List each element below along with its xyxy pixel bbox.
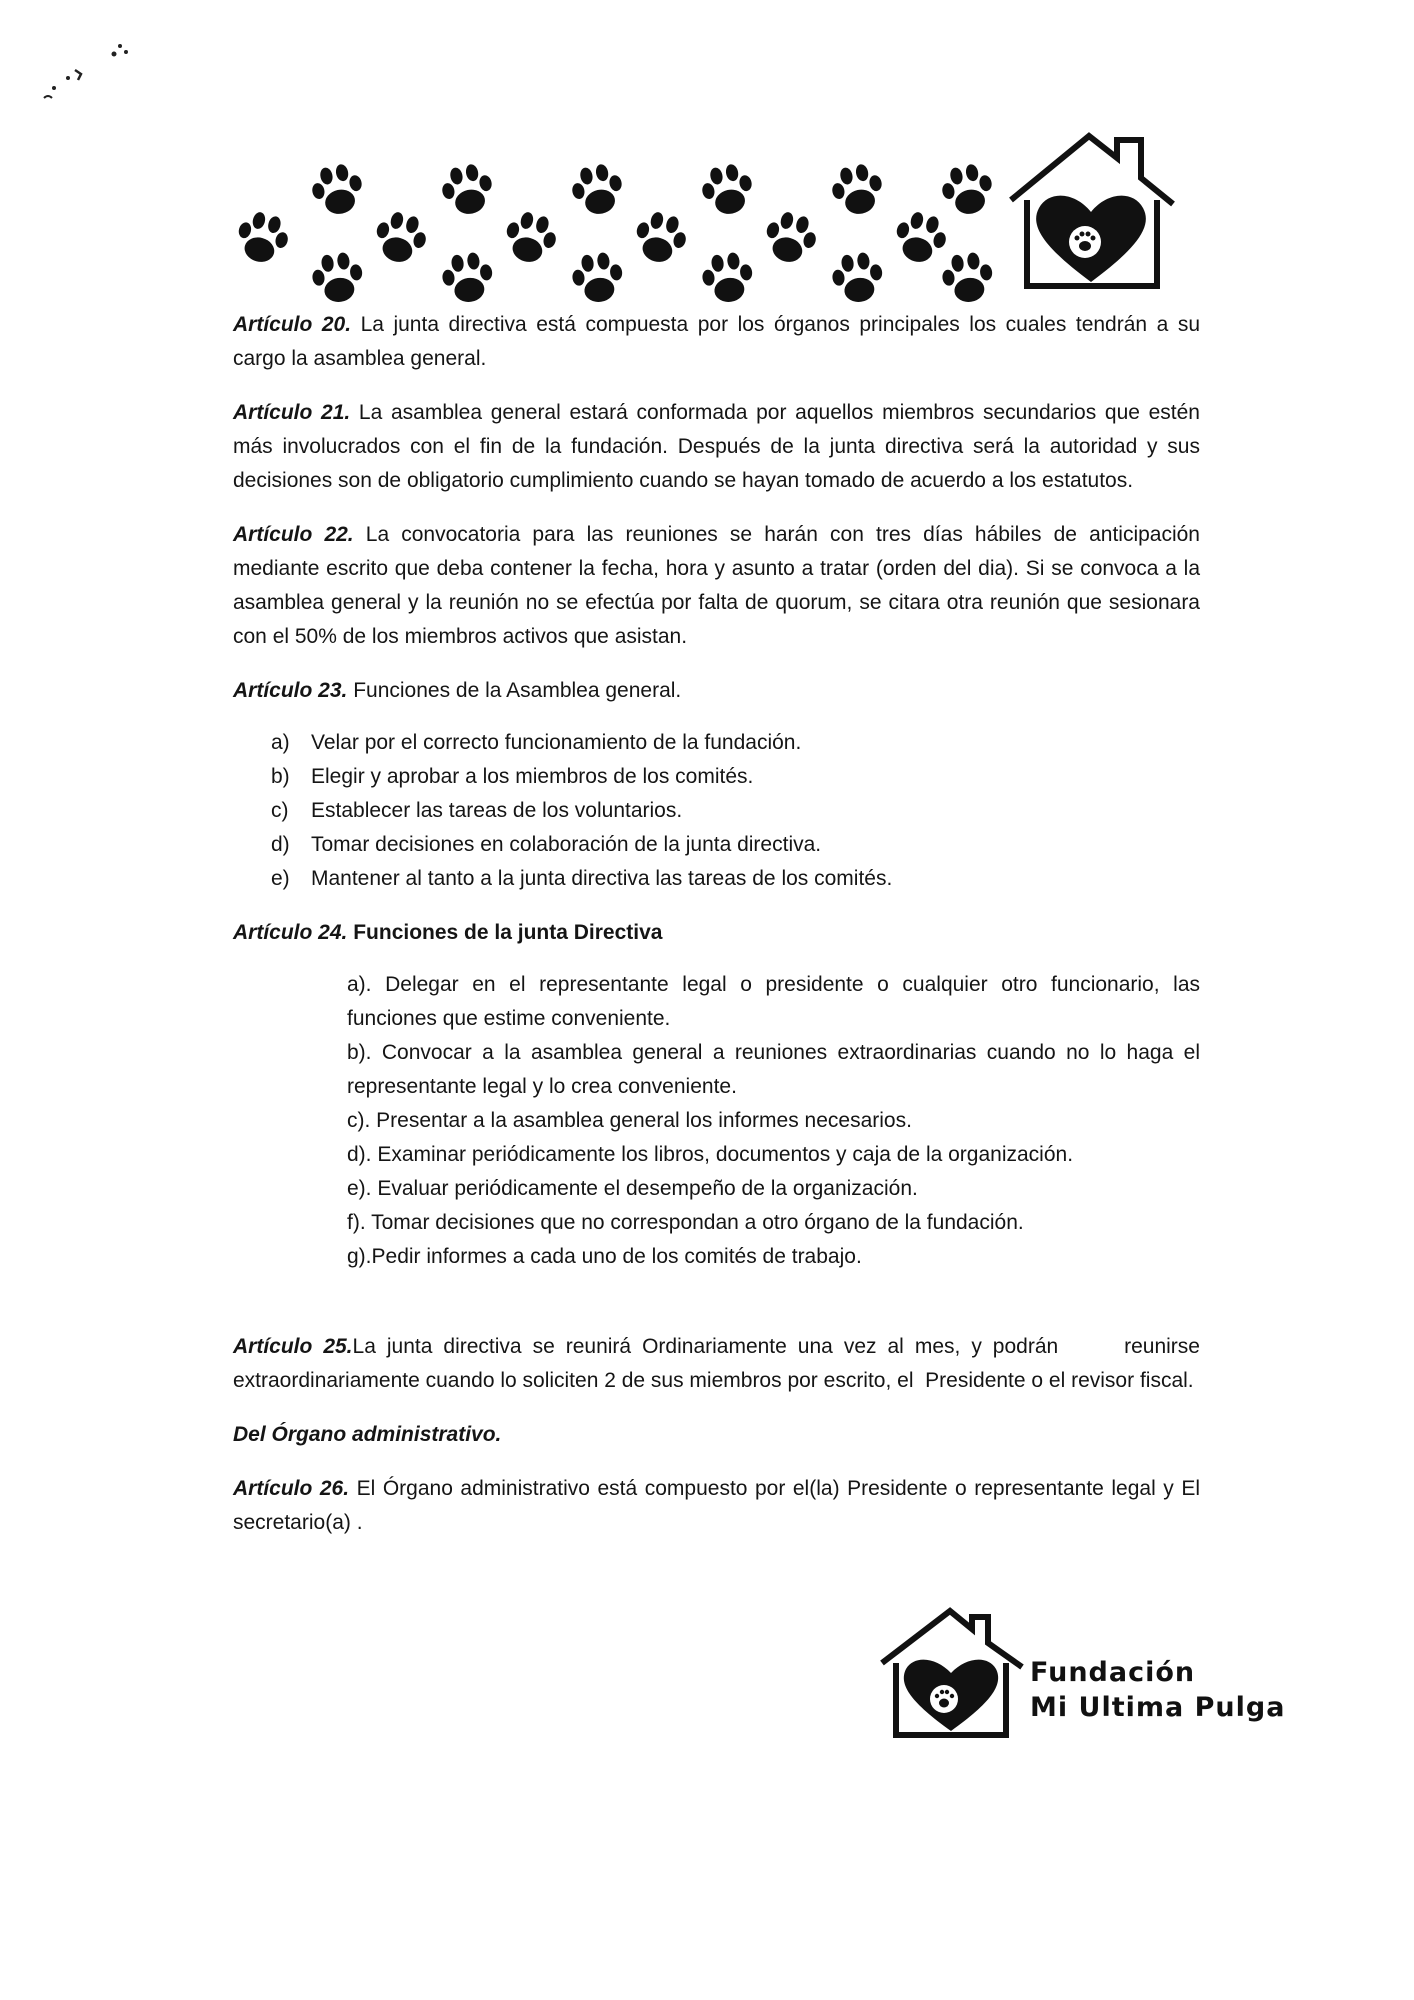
paw-print-icon (498, 208, 562, 272)
document-body (233, 308, 1206, 1560)
list-item: g).Pedir informes a cada uno de los comités de trabajo. (347, 1245, 862, 1268)
foundation-name (1030, 1655, 1285, 1725)
list-marker: b) (271, 765, 290, 788)
list-marker: c) (271, 799, 289, 822)
junta-functions-list (347, 968, 1200, 1274)
article-label: Artículo 24. (233, 921, 348, 944)
paw-print-icon (566, 160, 630, 224)
list-item-text: Establecer las tareas de los voluntarios. (311, 799, 683, 822)
list-marker: a) (271, 731, 290, 754)
article-label: Artículo 26. (233, 1477, 350, 1500)
paw-print-icon (628, 208, 692, 272)
article-21 (233, 396, 1200, 498)
article-label: Artículo 20. (233, 313, 352, 336)
article-label: Artículo 25. (233, 1335, 353, 1358)
list-item: f). Tomar decisiones que no correspondan a otro órgano de la fundación. (347, 1211, 1024, 1234)
list-item (233, 862, 1200, 896)
list-item-text: Velar por el correcto funcionamiento de la fundación. (311, 731, 802, 754)
article-text: La asamblea general estará conformada por aquellos miembros secundarios que estén más involucrados con el fin de la fundación. Después de la junta directiva será la autoridad y sus decisiones son de obligatorio cumplimiento cuando se hayan tomado de acuerdo a los estatutos. (233, 401, 1200, 492)
paw-print-icon (306, 160, 370, 224)
article-text: Funciones de la junta Directiva (347, 921, 663, 944)
list-marker: e) (271, 867, 290, 890)
article-24 (233, 916, 1200, 950)
article-25 (233, 1330, 1206, 1398)
paw-print-icon (230, 208, 294, 272)
paw-print-icon (826, 160, 890, 224)
article-26 (233, 1472, 1200, 1540)
article-text: Funciones de la Asamblea general. (347, 679, 682, 702)
article-text: La junta directiva se reunirá Ordinariamente una vez al mes, y podrán reunirse extraordinariamente cuando lo soliciten 2 de sus miembros por escrito, el Presidente o el revisor fiscal. (233, 1335, 1206, 1392)
article-text: El Órgano administrativo está compuesto por el(la) Presidente o representante legal y El secretario(a) . (233, 1477, 1200, 1534)
foundation-name-line1: Fundación (1030, 1657, 1196, 1688)
list-item: b). Convocar a la asamblea general a reuniones extraordinarias cuando no lo haga el representante legal y lo crea conveniente. (347, 1041, 1200, 1098)
list-item: a). Delegar en el representante legal o presidente o cualquier otro funcionario, las funciones que estime conveniente. (347, 973, 1200, 1030)
paw-print-icon (306, 248, 370, 312)
paw-print-icon (566, 248, 630, 312)
scan-specks (30, 40, 150, 120)
section-title: Del Órgano administrativo. (233, 1423, 502, 1446)
list-item: d). Examinar periódicamente los libros, documentos y caja de la organización. (347, 1143, 1074, 1166)
paw-print-icon (826, 248, 890, 312)
list-item-text: Tomar decisiones en colaboración de la junta directiva. (311, 833, 822, 856)
article-label: Artículo 21. (233, 401, 351, 424)
list-item (233, 828, 1200, 862)
article-text: La convocatoria para las reuniones se harán con tres días hábiles de anticipación mediante escrito que deba contener la fecha, hora y asunto a tratar (orden del dia). Si se convoca a la asamblea general y la reunión no se efectúa por falta de quorum, se citara otra reunión que sesionara con el 50% de los miembros activos que asistan. (233, 523, 1200, 648)
list-marker: d) (271, 833, 290, 856)
list-item-text: Mantener al tanto a la junta directiva las tareas de los comités. (311, 867, 893, 890)
foundation-name-line2: Mi Ultima Pulga (1030, 1692, 1286, 1723)
article-23 (233, 674, 1200, 708)
paw-print-icon (696, 160, 760, 224)
house-heart-logo (876, 1605, 1026, 1740)
list-item (233, 794, 1200, 828)
paw-print-icon (758, 208, 822, 272)
house-heart-logo (1005, 130, 1180, 290)
asamblea-functions-list (233, 726, 1200, 896)
list-item (233, 760, 1200, 794)
list-item: e). Evaluar periódicamente el desempeño de la organización. (347, 1177, 918, 1200)
article-20 (233, 308, 1200, 376)
list-item-text: Elegir y aprobar a los miembros de los comités. (311, 765, 754, 788)
paw-print-icon (696, 248, 760, 312)
header-banner (230, 130, 1180, 305)
paw-print-icon (368, 208, 432, 272)
article-label: Artículo 23. (233, 679, 348, 702)
list-item (233, 726, 1200, 760)
paw-print-icon (936, 248, 1000, 312)
article-text: La junta directiva está compuesta por los órganos principales los cuales tendrán a su cargo la asamblea general. (233, 313, 1200, 370)
article-label: Artículo 22. (233, 523, 354, 546)
paw-print-icon (436, 248, 500, 312)
paw-print-icon (436, 160, 500, 224)
list-item: c). Presentar a la asamblea general los informes necesarios. (347, 1109, 912, 1132)
article-22 (233, 518, 1200, 654)
footer-logo (876, 1605, 1296, 1740)
